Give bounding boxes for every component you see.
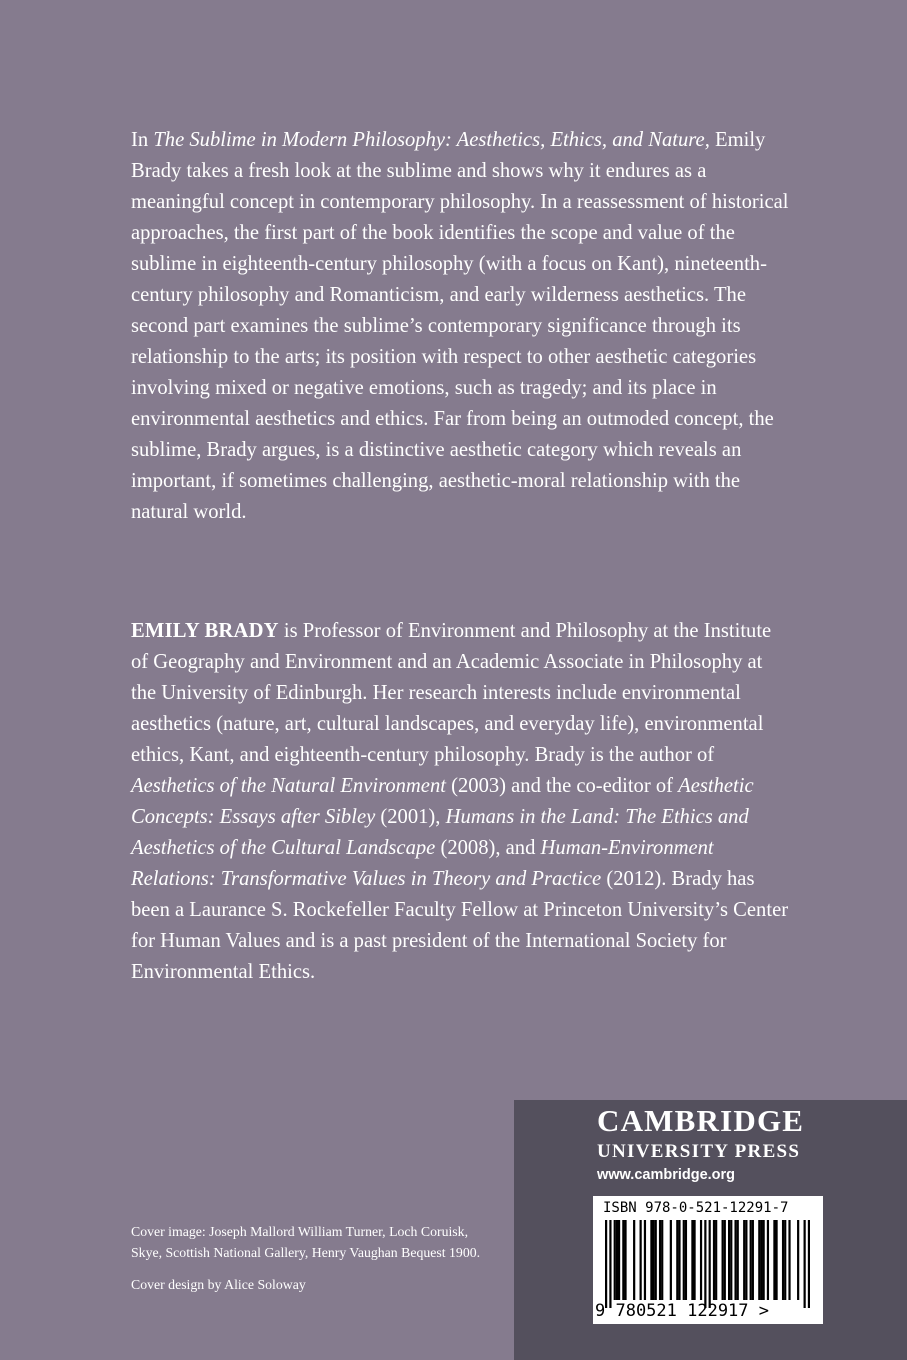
cover-image-credit: Cover image: Joseph Mallord William Turner, Loch Coruisk, Skye, Scottish National Gallery, Henry Vaughan Bequest 1900. xyxy=(131,1224,481,1260)
barcode-bar xyxy=(763,1220,765,1300)
book-title: The Sublime in Modern Philosophy: Aesthetics, Ethics, and Nature, xyxy=(153,129,710,151)
bio-text-1: is Professor of Environment and Philosophy at the Institute of Geography and Environment and an Academic Associate in Philosophy at the University of Edinburgh. Her research interests include environmental aesthetics (nature, art, cultural landscapes, and everyday life), environmental ethics, Kant, and eighteenth-century philosophy. Brady is the author of xyxy=(131,620,772,766)
barcode-bar xyxy=(691,1220,693,1300)
barcode-bar xyxy=(743,1220,745,1300)
barcode-bar xyxy=(678,1220,680,1300)
barcode-digits: 9 780521 122917 > xyxy=(595,1301,769,1321)
bio-text-4: (2008), and xyxy=(435,837,541,859)
barcode-bar xyxy=(676,1220,678,1300)
bio-book-3: Humans in the Land: The Ethics and Aesthetics of the Cultural Landscape xyxy=(131,806,749,859)
barcode-bar xyxy=(633,1220,635,1300)
barcode-bar xyxy=(737,1220,739,1300)
barcode-bar xyxy=(752,1220,754,1300)
barcode-bar xyxy=(644,1220,646,1300)
cover-credits xyxy=(131,1222,501,1296)
author-bio xyxy=(131,616,791,988)
barcode-bar xyxy=(700,1220,702,1300)
barcode xyxy=(605,1220,810,1308)
publisher-name: CAMBRIDGE xyxy=(597,1103,805,1138)
bio-book-2: Aesthetic Concepts: Essays after Sibley xyxy=(131,775,754,828)
barcode-bar xyxy=(808,1220,810,1308)
barcode-bar xyxy=(750,1220,752,1300)
barcode-bar xyxy=(661,1220,663,1300)
bio-book-4: Human-Environment Relations: Transformative Values in Theory and Practice xyxy=(131,837,714,890)
barcode-bar xyxy=(760,1220,762,1300)
barcode-bar xyxy=(724,1220,726,1300)
barcode-bar xyxy=(640,1220,642,1300)
barcode-bar xyxy=(715,1220,717,1300)
bio-text-5: (2012). Brady has been a Laurance S. Rockefeller Faculty Fellow at Princeton University’s Center for Human Values and is a past president of the International Society for Environmental Ethics. xyxy=(131,868,789,983)
barcode-bar xyxy=(670,1220,672,1300)
barcode-bar xyxy=(693,1220,695,1300)
author-name: EMILY BRADY xyxy=(131,620,279,642)
barcode-bar xyxy=(609,1220,611,1308)
barcode-bar xyxy=(709,1220,711,1308)
barcode-bar xyxy=(797,1220,799,1300)
barcode-bar xyxy=(704,1220,706,1308)
barcode-bar xyxy=(618,1220,620,1300)
barcode-bar xyxy=(624,1220,626,1300)
cover-design-credit: Cover design by Alice Soloway xyxy=(131,1277,306,1293)
barcode-bar xyxy=(685,1220,687,1300)
barcode-bar xyxy=(683,1220,685,1300)
bio-text-3: (2001), xyxy=(375,806,446,828)
barcode-bar xyxy=(659,1220,661,1300)
barcode-bar xyxy=(730,1220,732,1300)
book-description xyxy=(131,125,791,528)
bio-book-1: Aesthetics of the Natural Environment xyxy=(131,775,446,797)
barcode-bar xyxy=(728,1220,730,1300)
barcode-bar xyxy=(734,1220,736,1300)
barcode-bar xyxy=(788,1220,790,1300)
barcode-bar xyxy=(622,1220,624,1300)
barcode-bar xyxy=(758,1220,760,1300)
barcode-bar xyxy=(784,1220,786,1300)
publisher-url: www.cambridge.org xyxy=(597,1167,736,1183)
barcode-bar xyxy=(655,1220,657,1300)
barcode-bar xyxy=(713,1220,715,1300)
barcode-bar xyxy=(767,1220,769,1300)
barcode-bar xyxy=(605,1220,607,1308)
barcode-bar xyxy=(722,1220,724,1300)
isbn-label: ISBN 978-0-521-12291-7 xyxy=(603,1200,789,1216)
barcode-bar xyxy=(652,1220,654,1300)
barcode-bar xyxy=(650,1220,652,1300)
barcode-bar xyxy=(782,1220,784,1300)
barcode-bar xyxy=(616,1220,618,1300)
isbn-barcode-block xyxy=(593,1196,823,1324)
bio-text-2: (2003) and the co-editor of xyxy=(445,775,679,797)
blurb-body: Emily Brady takes a fresh look at the sublime and shows why it endures as a meaningful concept in contemporary philosophy. In a reassessment of historical approaches, the first part of the book identifies the scope and value of the sublime in eighteenth-century philosophy (with a focus on Kant), nineteenth-century philosophy and Romanticism, and early wilderness aesthetics. The second part examines the sublime’s contemporary significance through its relationship to the arts; its position with respect to other aesthetic categories involving mixed or negative emotions, such as tragedy; and its place in environmental aesthetics and ethics. Far from being an outmoded concept, the sublime, Brady argues, is a distinctive aesthetic category which reveals an important, if sometimes challenging, aesthetic-moral relationship with the natural world. xyxy=(131,129,789,523)
barcode-bar xyxy=(614,1220,616,1300)
barcode-bar xyxy=(773,1220,775,1300)
blurb-lead: In xyxy=(131,129,154,151)
publisher-press: UNIVERSITY PRESS xyxy=(597,1141,801,1162)
barcode-bar xyxy=(745,1220,747,1300)
barcode-bar xyxy=(804,1220,806,1308)
barcode-bar xyxy=(775,1220,777,1300)
